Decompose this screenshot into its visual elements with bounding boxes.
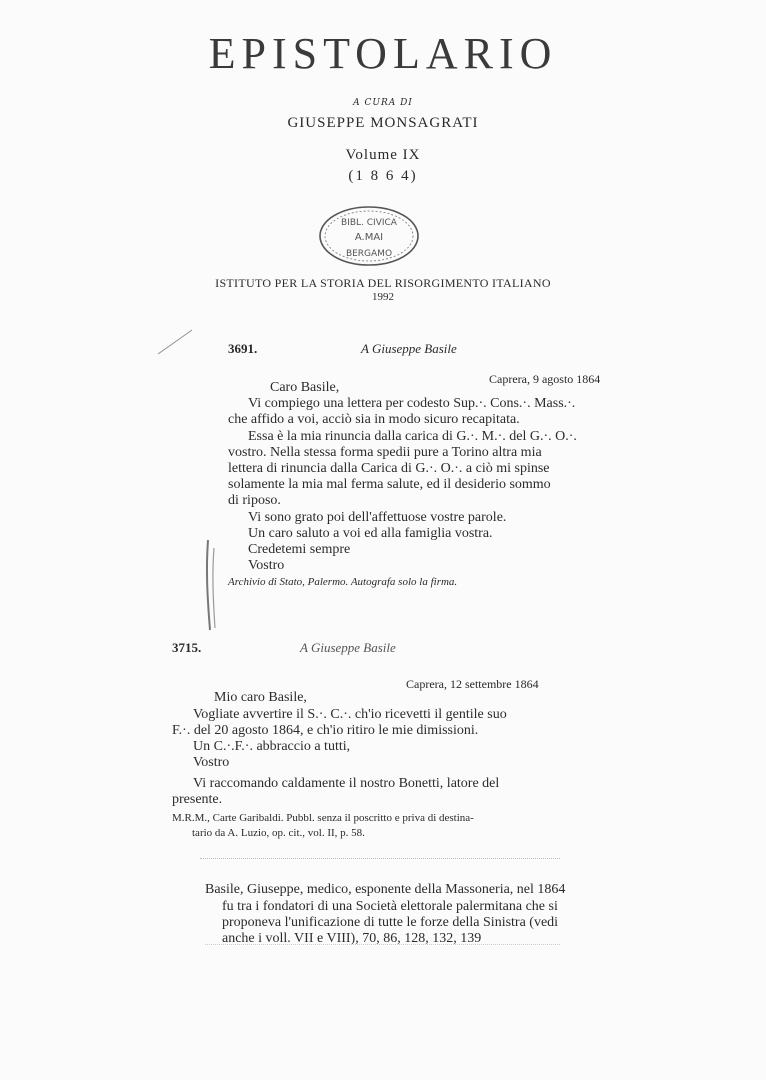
letter-line: che affido a voi, acciò sia in modo sicuro recapitata.: [228, 412, 520, 427]
source-line: tario da A. Luzio, op. cit., vol. II, p. 58.: [192, 827, 365, 839]
letter-postscript: Vi raccomando caldamente il nostro Bonetti, latore del: [193, 776, 500, 791]
letter-line: Un caro saluto a voi ed alla famiglia vostra.: [248, 526, 493, 541]
index-line: fu tra i fondatori di una Società elettorale palermitana che si: [222, 899, 558, 914]
pencil-mark: [198, 538, 228, 638]
letter-line: lettera di rinuncia dalla Carica di G.·. O.·. a ciò mi spinse: [228, 461, 550, 476]
letter-line: Essa è la mia rinuncia dalla carica di G.·. M.·. del G.·. O.·.: [248, 429, 577, 444]
letter-signature: Vostro: [193, 755, 230, 770]
source-line: M.R.M., Carte Garibaldi. Pubbl. senza il poscritto e priva di destina-: [172, 812, 474, 824]
letter-signature: Vostro: [248, 558, 285, 573]
letter-number: 3715.: [172, 640, 202, 655]
letter-line: F.·. del 20 agosto 1864, e ch'io ritiro le mie dimissioni.: [172, 723, 479, 738]
letter-postscript: presente.: [172, 792, 223, 807]
letter-addressee: A Giuseppe Basile: [361, 341, 457, 356]
letter-number: 3691.: [228, 341, 258, 356]
letter-salutation: Mio caro Basile,: [214, 690, 307, 705]
letter-line: vostro. Nella stessa forma spedii pure a Torino altra mia: [228, 445, 542, 460]
cut-line: [200, 858, 560, 865]
stamp-line3: BERGAMO: [345, 249, 393, 259]
letter-date: Caprera, 9 agosto 1864: [489, 372, 601, 386]
letter-salutation: Caro Basile,: [270, 380, 340, 395]
letter-source: [228, 575, 457, 589]
book-title: EPISTOLARIO: [208, 29, 558, 78]
stamp-line1: BIBL. CIVICA: [341, 218, 397, 228]
library-stamp: [318, 205, 420, 267]
letter-addressee: A Giuseppe Basile: [300, 640, 396, 655]
editor-name: GIUSEPPE MONSAGRATI: [287, 115, 479, 131]
letter-line: di riposo.: [228, 493, 281, 508]
letter-line: Vogliate avvertire il S.·. C.·. ch'io ricevetti il gentile suo: [193, 707, 507, 722]
letter-line: Un C.·.F.·. abbraccio a tutti,: [193, 739, 351, 754]
letter-date: Caprera, 12 settembre 1864: [406, 677, 539, 691]
publisher-name: ISTITUTO PER LA STORIA DEL RISORGIMENTO ITALIANO: [215, 276, 551, 290]
publication-year: 1992: [372, 291, 394, 303]
letter-line: Vi compiego una lettera per codesto Sup.·. Cons.·. Mass.·.: [248, 396, 576, 411]
stamp-line2: A.MAI: [354, 232, 384, 243]
cut-line: [205, 944, 560, 949]
letter-closing: Credetemi sempre: [248, 542, 351, 557]
volume-label: Volume IX: [345, 147, 421, 163]
source-archive: Archivio di Stato, Palermo. Autografa solo la firma.: [228, 576, 458, 588]
index-line: Basile, Giuseppe, medico, esponente della Massoneria, nel 1864: [205, 882, 566, 897]
margin-mark: [156, 326, 196, 356]
letter-line: Vi sono grato poi dell'affettuose vostre parole.: [248, 510, 507, 525]
index-line: proponeva l'unificazione di tutte le forze della Sinistra (vedi: [222, 915, 559, 930]
editor-prefix: A CURA DI: [353, 98, 413, 108]
index-line: anche i voll. VII e VIII), 70, 86, 128, 132, 139: [222, 931, 482, 946]
letter-line: solamente la mia mal ferma salute, ed il desiderio sommo: [228, 477, 551, 492]
volume-year: (1 8 6 4): [348, 168, 418, 184]
